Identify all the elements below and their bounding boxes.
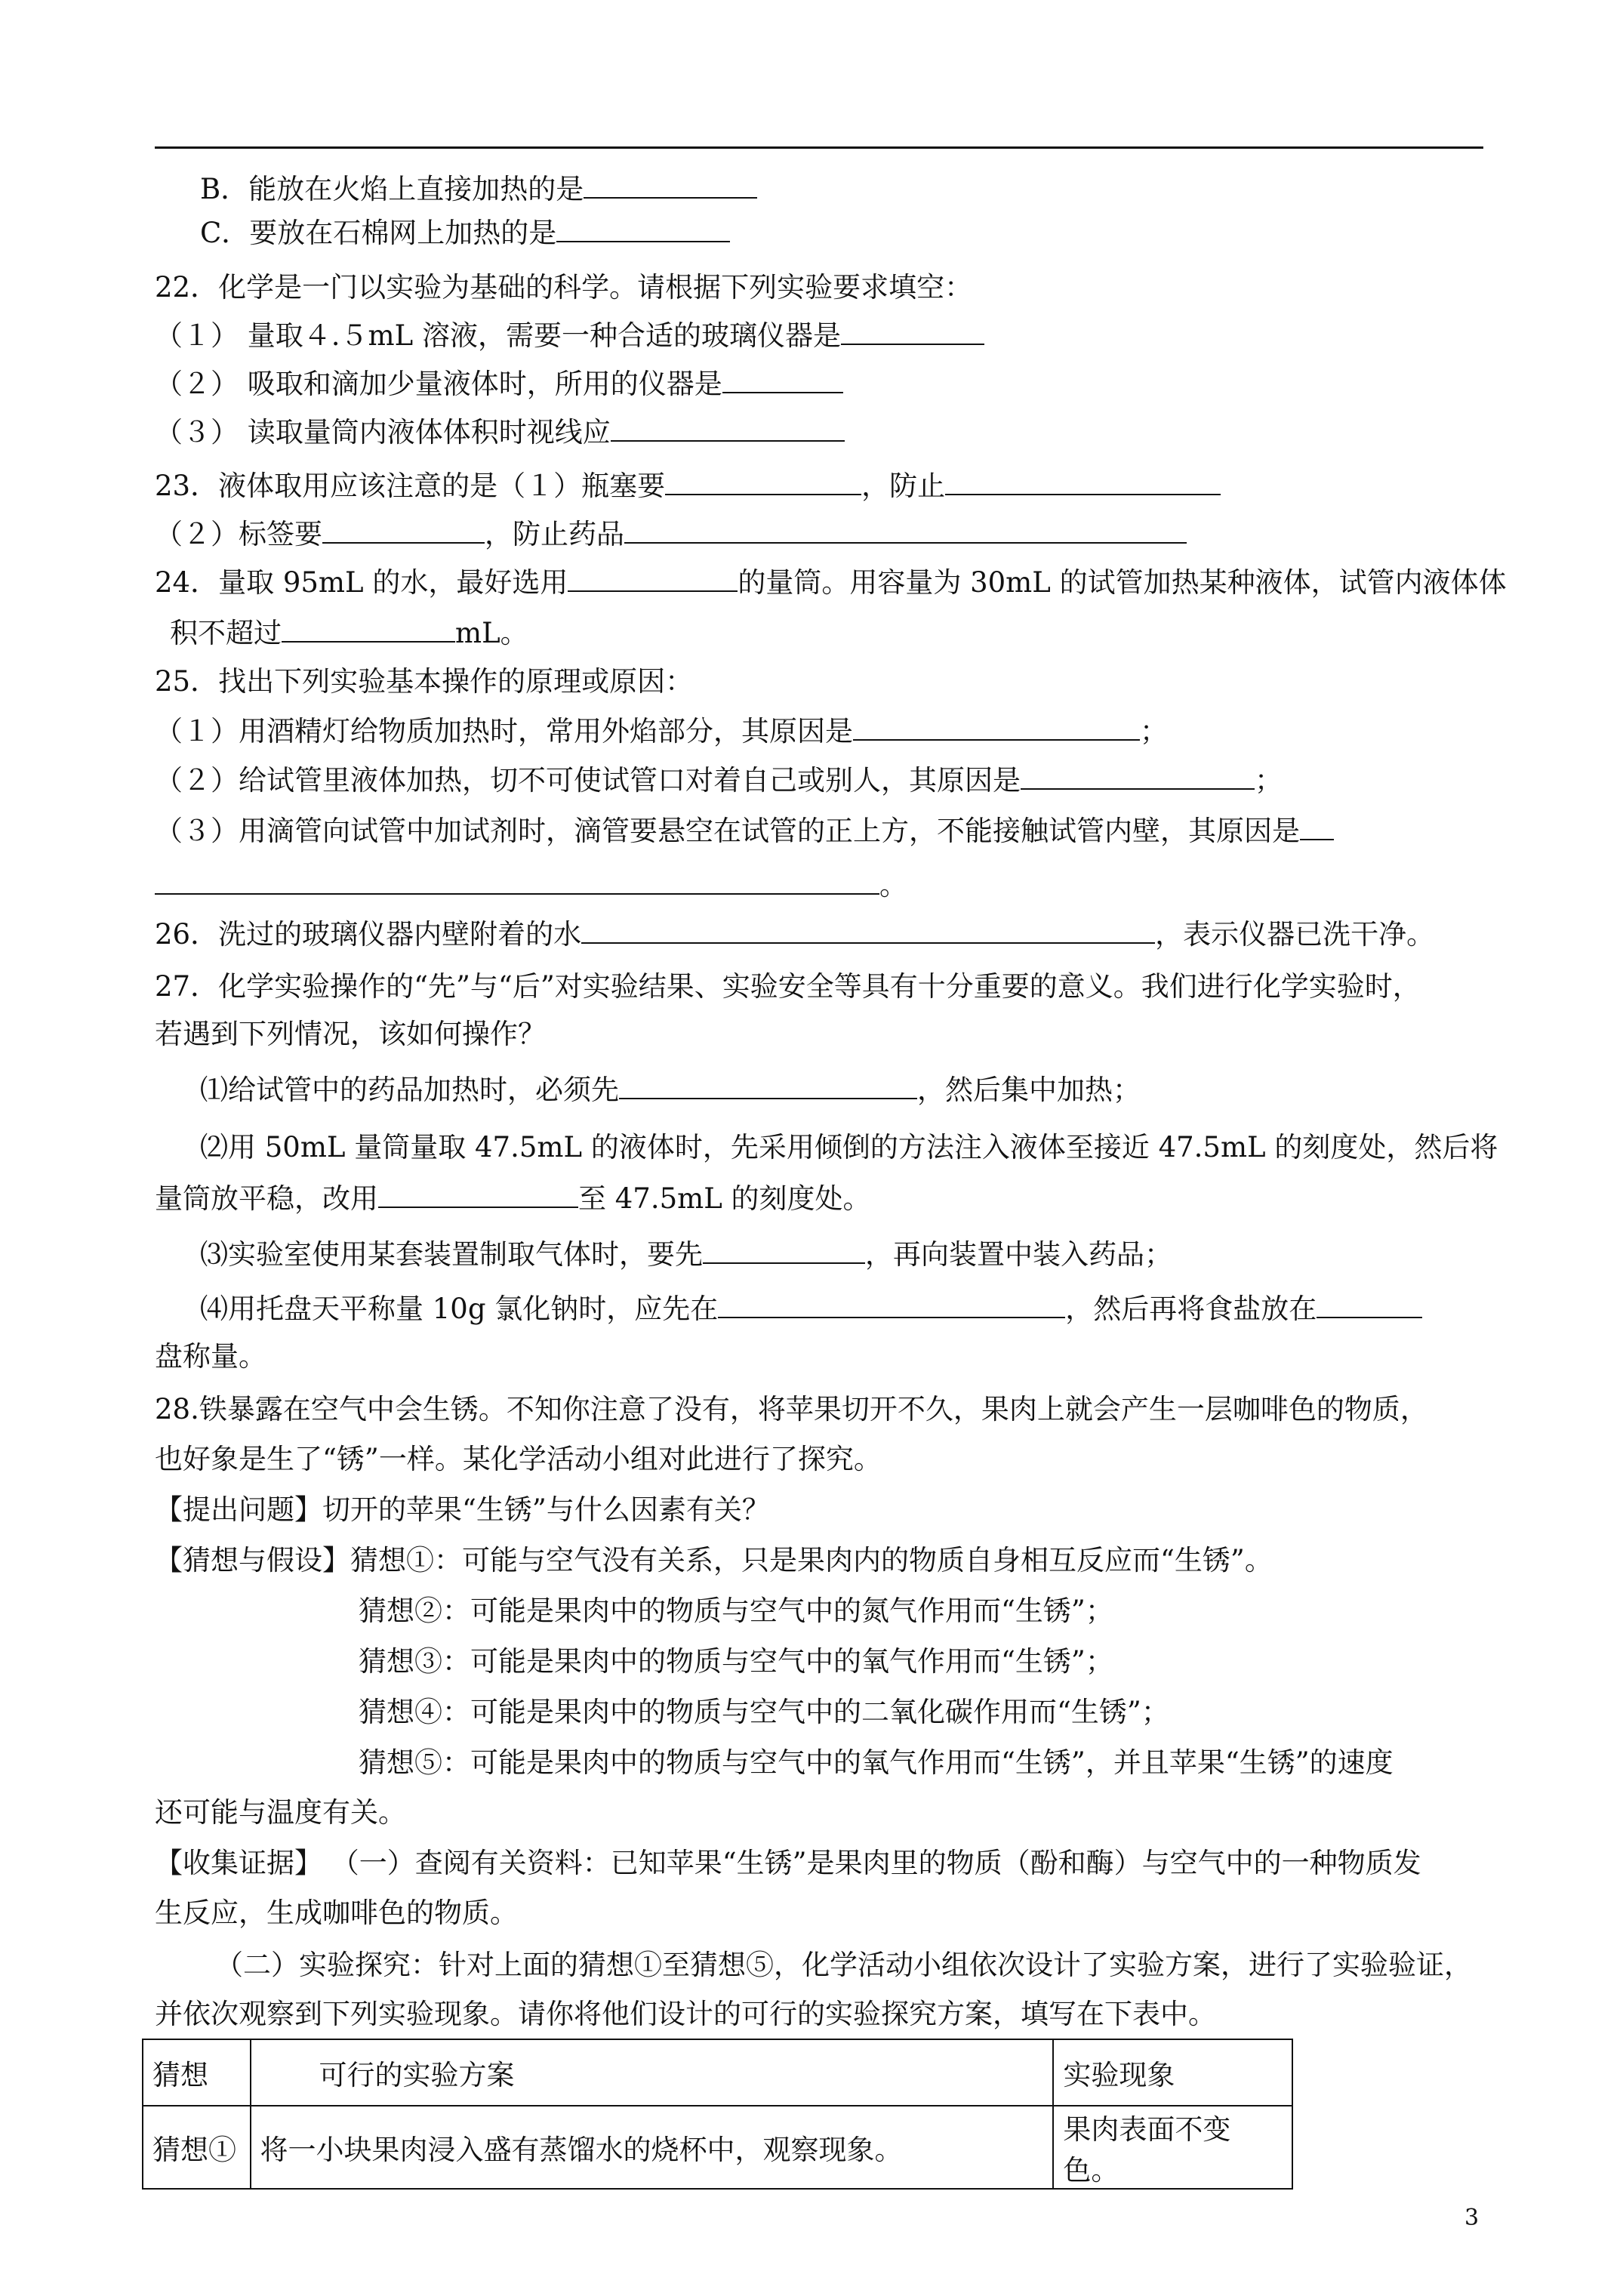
q25-3: （３）用滴管向试管中加试剂时，滴管要悬空在试管的正上方，不能接触试管内壁，其原因是 [155, 812, 1483, 850]
q27-4: ⑷用托盘天平称量 10g 氯化钠时，应先在 ，然后再将食盐放在 [200, 1290, 1529, 1328]
q27-intro: 27．化学实验操作的“先”与“后”对实验结果、实验安全等具有十分重要的意义。我们进行化学实验时， [155, 970, 1421, 1003]
table-cell: 将一小块果肉浸入盛有蒸馏水的烧杯中，观察现象。 [251, 2106, 1054, 2189]
q25-3-cont: 。 [155, 866, 1483, 905]
answer-blank[interactable] [718, 1290, 1065, 1318]
table-cell: 猜想① [143, 2106, 251, 2189]
q28-evidence-1-cont: 生反应，生成咖啡色的物质。 [155, 1897, 518, 1929]
answer-blank[interactable] [619, 1071, 917, 1099]
q24-2: 积不超过 mL。 [170, 614, 1498, 652]
q28-intro: 28.铁暴露在空气中会生锈。不知你注意了没有，将苹果切开不久，果肉上就会产生一层咖啡色的物质， [155, 1393, 1428, 1425]
q22-3: （３） 读取量筒内液体体积时视线应 [155, 413, 1483, 451]
q28-question: 【提出问题】切开的苹果“生锈”与什么因素有关？ [155, 1493, 770, 1526]
page-number: 3 [1464, 2205, 1480, 2231]
answer-blank[interactable] [624, 515, 1187, 544]
answer-blank[interactable] [945, 467, 1221, 495]
q28-guess-4: 猜想④：可能是果肉中的物质与空气中的二氧化碳作用而“生锈”； [359, 1696, 1169, 1728]
q22-title: 22．化学是一门以实验为基础的科学。请根据下列实验要求填空： [155, 271, 973, 304]
answer-blank[interactable] [378, 1179, 578, 1208]
answer-blank[interactable] [722, 365, 843, 393]
q25-title: 25．找出下列实验基本操作的原理或原因： [155, 665, 694, 698]
header-rule [155, 146, 1483, 149]
q25-1: （１）用酒精灯给物质加热时，常用外焰部分，其原因是 ； [155, 712, 1483, 750]
experiment-table [142, 2039, 1293, 2190]
table-cell: 果肉表面不变色。 [1053, 2106, 1292, 2189]
table-header: 实验现象 [1053, 2039, 1292, 2106]
answer-blank[interactable] [1300, 812, 1334, 840]
q28-intro-2: 也好象是生了“锈”一样。某化学活动小组对此进行了探究。 [155, 1443, 882, 1475]
q26: 26．洗过的玻璃仪器内壁附着的水 ，表示仪器已洗干净。 [155, 915, 1483, 954]
answer-blank[interactable] [611, 413, 845, 442]
q28-guess-3: 猜想③：可能是果肉中的物质与空气中的氧气作用而“生锈”； [359, 1645, 1113, 1678]
q27-intro-2: 若遇到下列情况，该如何操作？ [155, 1018, 546, 1050]
answer-blank[interactable] [1317, 1290, 1422, 1318]
q28-guess-2: 猜想②：可能是果肉中的物质与空气中的氮气作用而“生锈”； [359, 1595, 1113, 1627]
q27-2: ⑵用 50mL 量筒量取 47.5mL 的液体时，先采用倾倒的方法注入液体至接近 47.5mL 的刻度处，然后将 [200, 1131, 1498, 1163]
answer-blank[interactable] [155, 866, 879, 895]
answer-blank[interactable] [322, 515, 485, 544]
table-header-row [143, 2039, 1292, 2106]
answer-blank[interactable] [584, 170, 757, 199]
q28-evidence-1: 【收集证据】 （一）查阅有关资料：已知苹果“生锈”是果肉里的物质（酚和酶）与空气中的一种物质发 [155, 1847, 1421, 1879]
table-header: 可行的实验方案 [251, 2039, 1054, 2106]
q28-guess-5: 猜想⑤：可能是果肉中的物质与空气中的氧气作用而“生锈”，并且苹果“生锈”的速度 [359, 1746, 1394, 1779]
q21-c: C．要放在石棉网上加热的是 [200, 214, 1529, 252]
q21-b: B．能放在火焰上直接加热的是 [200, 170, 1529, 208]
q28-evidence-2: （二）实验探究：针对上面的猜想①至猜想⑤，化学活动小组依次设计了实验方案，进行了实验验证， [215, 1949, 1472, 1981]
q22-1: （１） 量取４.５mL 溶液，需要一种合适的玻璃仪器是 [155, 316, 1483, 355]
answer-blank[interactable] [841, 316, 984, 345]
answer-blank[interactable] [703, 1235, 865, 1264]
answer-blank[interactable] [282, 614, 455, 643]
q28-evidence-2-cont: 并依次观察到下列实验现象。请你将他们设计的可行的实验探究方案，填写在下表中。 [155, 1998, 1216, 2030]
table-row [143, 2106, 1292, 2189]
q28-guess-5-cont: 还可能与温度有关。 [155, 1796, 406, 1829]
answer-blank[interactable] [568, 563, 738, 592]
q27-2-cont: 量筒放平稳，改用 至 47.5mL 的刻度处。 [155, 1179, 1483, 1218]
q22-2: （２） 吸取和滴加少量液体时，所用的仪器是 [155, 365, 1483, 403]
q27-1: ⑴给试管中的药品加热时，必须先 ，然后集中加热； [200, 1071, 1529, 1109]
answer-blank[interactable] [556, 214, 730, 242]
table-header: 猜想 [143, 2039, 251, 2106]
q25-2: （２）给试管里液体加热，切不可使试管口对着自己或别人，其原因是 ； [155, 761, 1483, 800]
q24-1: 24．量取 95mL 的水，最好选用 的量筒。用容量为 30mL 的试管加热某种液体，试管内液体体 [155, 563, 1483, 602]
answer-blank[interactable] [853, 712, 1140, 741]
answer-blank[interactable] [581, 915, 1155, 944]
q27-3: ⑶实验室使用某套装置制取气体时，要先 ，再向装置中装入药品； [200, 1235, 1529, 1274]
q27-4-cont: 盘称量。 [155, 1340, 266, 1373]
q23-2: （２）标签要 ，防止药品 [155, 515, 1483, 553]
answer-blank[interactable] [1021, 761, 1255, 790]
answer-blank[interactable] [665, 467, 861, 495]
q28-guess-1: 【猜想与假设】猜想①：可能与空气没有关系，只是果肉内的物质自身相互反应而“生锈”。 [155, 1544, 1273, 1576]
q23-1: 23．液体取用应该注意的是（１）瓶塞要 ，防止 [155, 467, 1483, 505]
